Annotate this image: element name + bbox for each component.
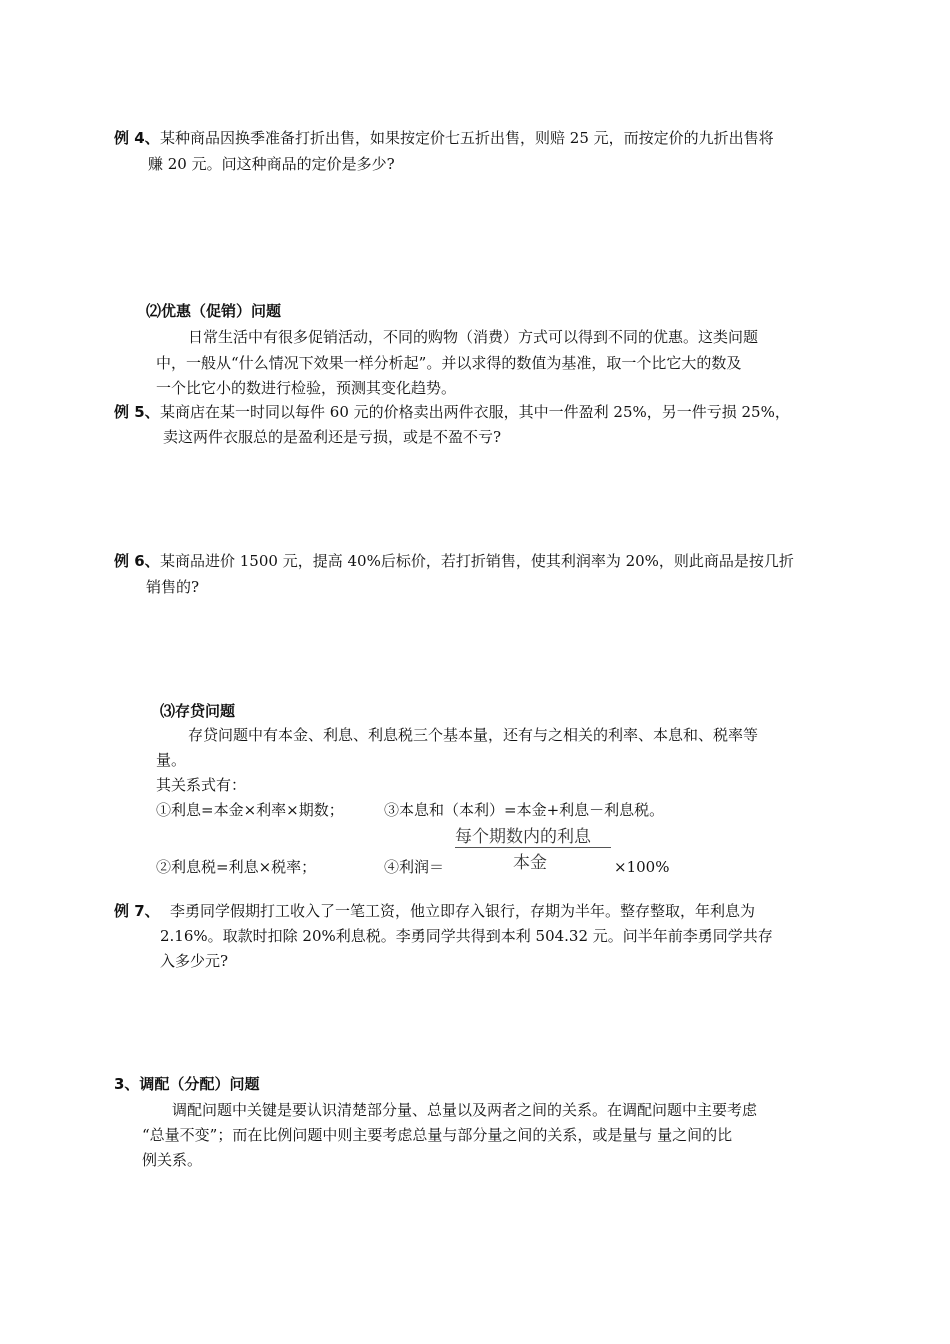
formula-profit-numerator: 每个期数内的利息	[455, 827, 591, 847]
example-4-label: 例 4、	[114, 129, 160, 147]
example-5-label: 例 5、	[114, 403, 160, 421]
example-7-line-1: 李勇同学假期打工收入了一笔工资，他立即存入银行，存期为半年。整存整取，年利息为	[170, 902, 756, 920]
section-allocation-para-1: 调配问题中关键是要认识清楚部分量、总量以及两者之间的关系。在调配问题中主要考虑	[172, 1101, 758, 1119]
relations-intro: 其关系式有：	[156, 776, 247, 794]
example-4-line-1: 某种商品因换季准备打折出售，如果按定价七五折出售，则赔 25 元，而按定价的九折出售将	[160, 129, 774, 147]
section-allocation-heading: 3、调配（分配）问题	[114, 1075, 260, 1093]
example-6-label: 例 6、	[114, 552, 160, 570]
section-deposit-para-2: 量。	[156, 751, 187, 769]
example-6-line-2: 销售的?	[146, 578, 200, 596]
example-6-line-1: 某商品进价 1500 元，提高 40%后标价，若打折销售，使其利润率为 20%，则此商品是按几折	[160, 552, 794, 570]
section-promotion-heading: ⑵优惠（促销）问题	[146, 302, 282, 320]
section-promotion-para-1: 日常生活中有很多促销活动，不同的购物（消费）方式可以得到不同的优惠。这类问题	[188, 328, 759, 346]
formula-profit-label: ④利润＝	[384, 858, 445, 876]
section-deposit-heading: ⑶存贷问题	[160, 702, 236, 720]
section-allocation-para-2: “总量不变”；而在比例问题中则主要考虑总量与部分量之间的关系，或是量与 量之间的比	[142, 1126, 733, 1144]
example-5-line-2: 卖这两件衣服总的是盈利还是亏损，或是不盈不亏?	[163, 428, 502, 446]
formula-interest-tax: ②利息税=利息×税率；	[156, 858, 317, 876]
formula-profit-denominator: 本金	[513, 853, 547, 873]
example-5-line-1: 某商店在某一时同以每件 60 元的价格卖出两件衣服，其中一件盈利 25%，另一件亏损 25%，	[160, 403, 790, 421]
example-4-line-2: 赚 20 元。问这种商品的定价是多少?	[148, 155, 395, 173]
section-promotion-para-2: 中，一般从“什么情况下效果一样分析起”。并以求得的数值为基准，取一个比它大的数及	[156, 354, 742, 372]
formula-profit-suffix: ×100%	[614, 858, 670, 876]
formula-interest: ①利息=本金×利率×期数；	[156, 801, 344, 819]
example-7-line-2: 2.16%。取款时扣除 20%利息税。李勇同学共得到本利 504.32 元。问半年前李勇同学共存	[160, 927, 773, 945]
section-promotion-para-3: 一个比它小的数进行检验，预测其变化趋势。	[156, 379, 457, 397]
formula-principal-interest-sum: ③本息和（本利）=本金+利息－利息税。	[384, 801, 665, 819]
section-deposit-para-1: 存贷问题中有本金、利息、利息税三个基本量，还有与之相关的利率、本息和、税率等	[188, 726, 759, 744]
section-allocation-para-3: 例关系。	[142, 1151, 203, 1169]
example-7-line-3: 入多少元?	[160, 952, 229, 970]
example-7-label: 例 7、	[114, 902, 160, 920]
